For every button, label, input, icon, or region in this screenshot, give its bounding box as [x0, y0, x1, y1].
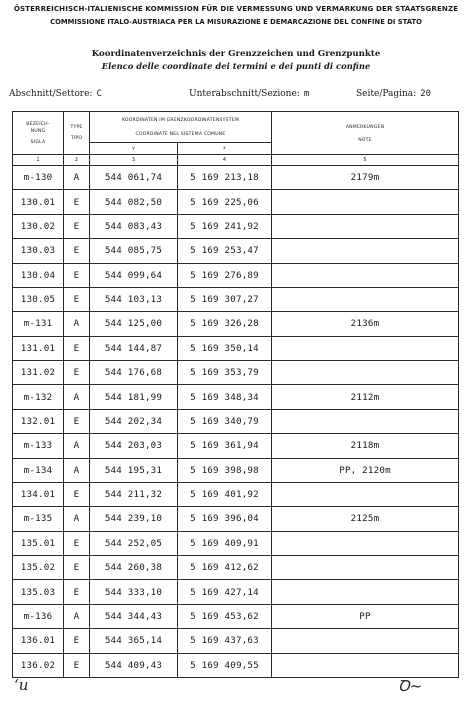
- tipo-cell: E: [64, 531, 90, 555]
- y-coordinate-cell: 544 083,43: [90, 214, 178, 238]
- tipo-cell: A: [64, 458, 90, 482]
- notes-header-line-1: ANMERKUNGEN: [345, 125, 385, 130]
- coordinates-table: [12, 111, 459, 678]
- tipo-cell: E: [64, 287, 90, 311]
- note-cell: [272, 580, 459, 604]
- note-cell: [272, 409, 459, 433]
- note-cell: PP: [272, 604, 459, 628]
- table-row: [13, 336, 459, 360]
- y-header: y: [90, 143, 178, 155]
- tipo-cell: A: [64, 166, 90, 190]
- note-cell: [272, 190, 459, 214]
- tipo-cell: E: [64, 336, 90, 360]
- note-cell: [272, 482, 459, 506]
- column-number-5: 5: [272, 155, 459, 166]
- note-cell: [272, 531, 459, 555]
- note-cell: [272, 336, 459, 360]
- y-coordinate-cell: 544 061,74: [90, 166, 178, 190]
- table-row: [13, 482, 459, 506]
- sigla-cell: m-130: [13, 166, 64, 190]
- sigla-cell: m-132: [13, 385, 64, 409]
- y-coordinate-cell: 544 252,05: [90, 531, 178, 555]
- note-cell: 2112m: [272, 385, 459, 409]
- tipo-header-line-2: TIPO: [70, 136, 83, 141]
- y-coordinate-cell: 544 099,64: [90, 263, 178, 287]
- table-row: [13, 263, 459, 287]
- x-coordinate-cell: 5 169 353,79: [178, 361, 272, 385]
- sigla-cell: 136.02: [13, 653, 64, 678]
- table-row: [13, 166, 459, 190]
- table-row: [13, 629, 459, 653]
- y-coordinate-cell: 544 103,13: [90, 287, 178, 311]
- x-coordinate-cell: 5 169 412,62: [178, 556, 272, 580]
- coordinates-header-line-1: KOORDINATEN IM GRENZKOORDINATENSYSTEM: [121, 117, 240, 123]
- table-row: [13, 507, 459, 531]
- section-field: [9, 89, 102, 100]
- document-title-it: Elenco delle coordinate dei termini e dei punti di confine: [101, 61, 371, 71]
- tipo-cell: A: [64, 434, 90, 458]
- note-cell: [272, 361, 459, 385]
- note-cell: 2118m: [272, 434, 459, 458]
- subsection-value: m: [303, 89, 310, 99]
- x-coordinate-cell: 5 169 326,28: [178, 312, 272, 336]
- table-row: [13, 361, 459, 385]
- table-row: [13, 190, 459, 214]
- x-coordinate-cell: 5 169 401,92: [178, 482, 272, 506]
- x-coordinate-cell: 5 169 361,94: [178, 434, 272, 458]
- coordinates-table-body: [13, 112, 459, 678]
- table-row: [13, 580, 459, 604]
- handwritten-initials-left: ʻu: [14, 676, 29, 694]
- column-number-row: [13, 155, 459, 166]
- x-coordinate-cell: 5 169 348,34: [178, 385, 272, 409]
- y-coordinate-cell: 544 260,38: [90, 556, 178, 580]
- y-coordinate-cell: 544 344,43: [90, 604, 178, 628]
- sigla-header-line-3: SIGLA: [30, 139, 46, 145]
- commission-title-de: ÖSTERREICHISCH-ITALIENISCHE KOMMISSION FÜR DIE VERMESSUNG UND VERMARKUNG DER STAATSGRENZE: [13, 4, 459, 13]
- subsection-field: [189, 89, 309, 100]
- tipo-cell: A: [64, 604, 90, 628]
- sigla-cell: 136.01: [13, 629, 64, 653]
- y-coordinate-cell: 544 211,32: [90, 482, 178, 506]
- y-coordinate-cell: 544 082,50: [90, 190, 178, 214]
- y-coordinate-cell: 544 333,10: [90, 580, 178, 604]
- table-row: [13, 531, 459, 555]
- table-row: [13, 214, 459, 238]
- tipo-cell: E: [64, 239, 90, 263]
- y-coordinate-cell: 544 202,34: [90, 409, 178, 433]
- note-cell: 2179m: [272, 166, 459, 190]
- table-row: [13, 458, 459, 482]
- sigla-cell: 132.01: [13, 409, 64, 433]
- x-coordinate-cell: 5 169 409,91: [178, 531, 272, 555]
- y-coordinate-cell: 544 365,14: [90, 629, 178, 653]
- x-header: x: [178, 143, 272, 155]
- sigla-header-line-2: NUNG: [30, 128, 46, 134]
- table-row: [13, 653, 459, 678]
- handwritten-initials-right: Ꝺ~: [398, 677, 423, 695]
- page-field: [356, 89, 431, 100]
- document-title-de: Koordinatenverzeichnis der Grenzzeichen und Grenzpunkte: [91, 49, 381, 59]
- tipo-header: [64, 112, 90, 155]
- note-cell: [272, 287, 459, 311]
- y-coordinate-cell: 544 195,31: [90, 458, 178, 482]
- sigla-cell: 131.02: [13, 361, 64, 385]
- x-coordinate-cell: 5 169 398,98: [178, 458, 272, 482]
- sigla-cell: 130.03: [13, 239, 64, 263]
- sigla-cell: 130.04: [13, 263, 64, 287]
- note-cell: [272, 239, 459, 263]
- column-number-4: 4: [178, 155, 272, 166]
- table-row: [13, 239, 459, 263]
- sigla-cell: m-135: [13, 507, 64, 531]
- note-cell: 2136m: [272, 312, 459, 336]
- x-coordinate-cell: 5 169 276,89: [178, 263, 272, 287]
- y-coordinate-cell: 544 409,43: [90, 653, 178, 678]
- header-row: [13, 112, 459, 143]
- sigla-cell: 130.01: [13, 190, 64, 214]
- table-row: [13, 556, 459, 580]
- table-row: [13, 287, 459, 311]
- sigla-cell: m-134: [13, 458, 64, 482]
- sigla-cell: 135.02: [13, 556, 64, 580]
- sigla-cell: 130.02: [13, 214, 64, 238]
- sigla-cell: 135.03: [13, 580, 64, 604]
- sigla-cell: 135.01: [13, 531, 64, 555]
- y-coordinate-cell: 544 085,75: [90, 239, 178, 263]
- y-coordinate-cell: 544 176,68: [90, 361, 178, 385]
- y-coordinate-cell: 544 203,03: [90, 434, 178, 458]
- tipo-header-line-1: TYPE: [70, 125, 83, 130]
- table-row: [13, 409, 459, 433]
- tipo-cell: E: [64, 482, 90, 506]
- section-label: Abschnitt/Settore:: [9, 89, 93, 99]
- tipo-cell: E: [64, 556, 90, 580]
- page-label: Seite/Pagina:: [356, 89, 417, 99]
- sigla-header-line-1: BEZEICH-: [26, 121, 50, 127]
- column-number-1: 1: [13, 155, 64, 166]
- x-coordinate-cell: 5 169 340,79: [178, 409, 272, 433]
- sigla-cell: 131.01: [13, 336, 64, 360]
- notes-header-line-2: NOTE: [358, 138, 372, 143]
- sigla-cell: 130.05: [13, 287, 64, 311]
- note-cell: 2125m: [272, 507, 459, 531]
- tipo-cell: E: [64, 629, 90, 653]
- x-coordinate-cell: 5 169 396,04: [178, 507, 272, 531]
- x-coordinate-cell: 5 169 213,18: [178, 166, 272, 190]
- tipo-cell: A: [64, 507, 90, 531]
- column-number-2: 2: [64, 155, 90, 166]
- sigla-cell: m-133: [13, 434, 64, 458]
- note-cell: PP, 2120m: [272, 458, 459, 482]
- tipo-cell: A: [64, 385, 90, 409]
- subsection-label: Unterabschnitt/Sezione:: [189, 89, 300, 99]
- note-cell: [272, 263, 459, 287]
- sigla-cell: m-131: [13, 312, 64, 336]
- sigla-cell: 134.01: [13, 482, 64, 506]
- sigla-cell: m-136: [13, 604, 64, 628]
- notes-header: [272, 112, 459, 155]
- section-value: C: [96, 89, 102, 99]
- column-number-3: 3: [90, 155, 178, 166]
- x-coordinate-cell: 5 169 253,47: [178, 239, 272, 263]
- note-cell: [272, 214, 459, 238]
- tipo-cell: A: [64, 312, 90, 336]
- sigla-header: [13, 112, 64, 155]
- x-coordinate-cell: 5 169 409,55: [178, 653, 272, 678]
- coordinates-header-line-2: COORDINATE NEL SISTEMA COMUNE: [135, 131, 226, 137]
- x-coordinate-cell: 5 169 307,27: [178, 287, 272, 311]
- tipo-cell: E: [64, 361, 90, 385]
- tipo-cell: E: [64, 190, 90, 214]
- table-row: [13, 385, 459, 409]
- y-coordinate-cell: 544 125,00: [90, 312, 178, 336]
- note-cell: [272, 653, 459, 678]
- tipo-cell: E: [64, 580, 90, 604]
- coordinates-header: [90, 112, 272, 143]
- x-coordinate-cell: 5 169 453,62: [178, 604, 272, 628]
- y-coordinate-cell: 544 239,10: [90, 507, 178, 531]
- y-coordinate-cell: 544 144,87: [90, 336, 178, 360]
- x-coordinate-cell: 5 169 427,14: [178, 580, 272, 604]
- x-coordinate-cell: 5 169 437,63: [178, 629, 272, 653]
- table-row: [13, 312, 459, 336]
- tipo-cell: E: [64, 263, 90, 287]
- tipo-cell: E: [64, 409, 90, 433]
- tipo-cell: E: [64, 653, 90, 678]
- tipo-cell: E: [64, 214, 90, 238]
- x-coordinate-cell: 5 169 225,06: [178, 190, 272, 214]
- x-coordinate-cell: 5 169 241,92: [178, 214, 272, 238]
- x-coordinate-cell: 5 169 350,14: [178, 336, 272, 360]
- note-cell: [272, 556, 459, 580]
- commission-title-it: COMMISSIONE ITALO-AUSTRIACA PER LA MISURAZIONE E DEMARCAZIONE DEL CONFINE DI STATO: [50, 18, 422, 26]
- y-coordinate-cell: 544 181,99: [90, 385, 178, 409]
- table-row: [13, 604, 459, 628]
- page-value: 20: [420, 89, 432, 99]
- note-cell: [272, 629, 459, 653]
- table-row: [13, 434, 459, 458]
